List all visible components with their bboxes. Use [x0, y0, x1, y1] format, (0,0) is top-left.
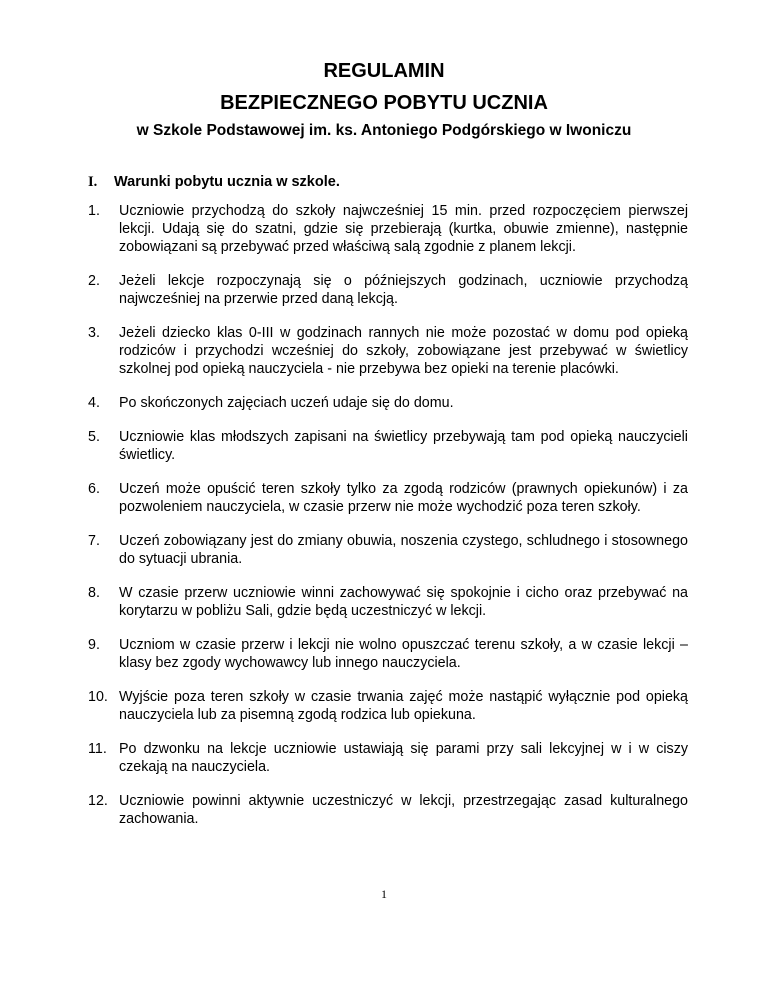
item-number: 11.: [88, 741, 107, 757]
list-item: [88, 636, 688, 672]
list-item: [88, 272, 688, 308]
item-text: Po dzwonku na lekcje uczniowie ustawiają się parami przy sali lekcyjnej w i w ciszy czekają na nauczyciela.: [119, 741, 688, 775]
section-number: I.: [88, 174, 98, 190]
item-text: Po skończonych zajęciach uczeń udaje się do domu.: [119, 395, 454, 411]
item-number: 12.: [88, 793, 108, 809]
item-text: Uczniowie klas młodszych zapisani na świetlicy przebywają tam pod opieką nauczycieli świetlicy.: [119, 429, 688, 463]
item-text: Uczeń zobowiązany jest do zmiany obuwia, noszenia czystego, schludnego i stosownego do sytuacji ubrania.: [119, 533, 688, 567]
list-item: [88, 740, 688, 776]
item-text: Uczniowie przychodzą do szkoły najwcześniej 15 min. przed rozpoczęciem pierwszej lekcji. Udają się do szatni, gdzie się przebierają (kurtka, obuwie zmienne), następnie zobowiązani są przebywać przed właściwą salą zgodnie z planem lekcji.: [119, 203, 688, 255]
item-number: 1.: [88, 203, 100, 219]
item-number: 3.: [88, 325, 100, 341]
list-item: [88, 792, 688, 828]
item-number: 7.: [88, 533, 100, 549]
item-text: Jeżeli lekcje rozpoczynają się o późniejszych godzinach, uczniowie przychodzą najwcześniej na przerwie przed daną lekcją.: [119, 273, 688, 307]
item-number: 5.: [88, 429, 100, 445]
item-text: Uczeń może opuścić teren szkoły tylko za zgodą rodziców (prawnych opiekunów) i za pozwoleniem nauczyciela, w czasie przerw nie może wychodzić poza teren szkoły.: [119, 481, 688, 515]
list-item: [88, 584, 688, 620]
item-number: 2.: [88, 273, 100, 289]
item-number: 9.: [88, 637, 100, 653]
document-title: REGULAMIN: [323, 60, 445, 82]
document-title-line2: BEZPIECZNEGO POBYTU UCZNIA: [220, 92, 548, 114]
item-number: 8.: [88, 585, 100, 601]
list-item: [88, 532, 688, 568]
item-text: W czasie przerw uczniowie winni zachowywać się spokojnie i cicho oraz przebywać na korytarzu w pobliżu Sali, gdzie będą uczestniczyć w lekcji.: [119, 585, 688, 619]
list-item: [88, 202, 688, 256]
rules-list: [88, 202, 688, 844]
section-heading: [88, 174, 340, 191]
list-item: [88, 324, 688, 378]
item-number: 4.: [88, 395, 100, 411]
item-text: Jeżeli dziecko klas 0-III w godzinach rannych nie może pozostać w domu pod opieką rodziców i przychodzi wcześniej do szkoły, zobowiązane jest przebywać w świetlicy szkolnej pod opieką nauczyciela - nie przebywa bez opieki na terenie placówki.: [119, 325, 688, 377]
item-number: 10.: [88, 689, 108, 705]
list-item: [88, 428, 688, 464]
item-number: 6.: [88, 481, 100, 497]
page-number: 1: [381, 887, 387, 901]
list-item: [88, 394, 688, 412]
section-title: Warunki pobytu ucznia w szkole.: [114, 174, 340, 190]
document-subtitle: w Szkole Podstawowej im. ks. Antoniego Podgórskiego w Iwoniczu: [136, 122, 632, 139]
item-text: Wyjście poza teren szkoły w czasie trwania zajęć może nastąpić wyłącznie pod opieką nauczyciela lub za pisemną zgodą rodzica lub opiekuna.: [119, 689, 688, 723]
item-text: Uczniom w czasie przerw i lekcji nie wolno opuszczać terenu szkoły, a w czasie lekcji – klasy bez zgody wychowawcy lub innego nauczyciela.: [119, 637, 688, 671]
list-item: [88, 688, 688, 724]
list-item: [88, 480, 688, 516]
item-text: Uczniowie powinni aktywnie uczestniczyć w lekcji, przestrzegając zasad kulturalnego zachowania.: [119, 793, 688, 827]
